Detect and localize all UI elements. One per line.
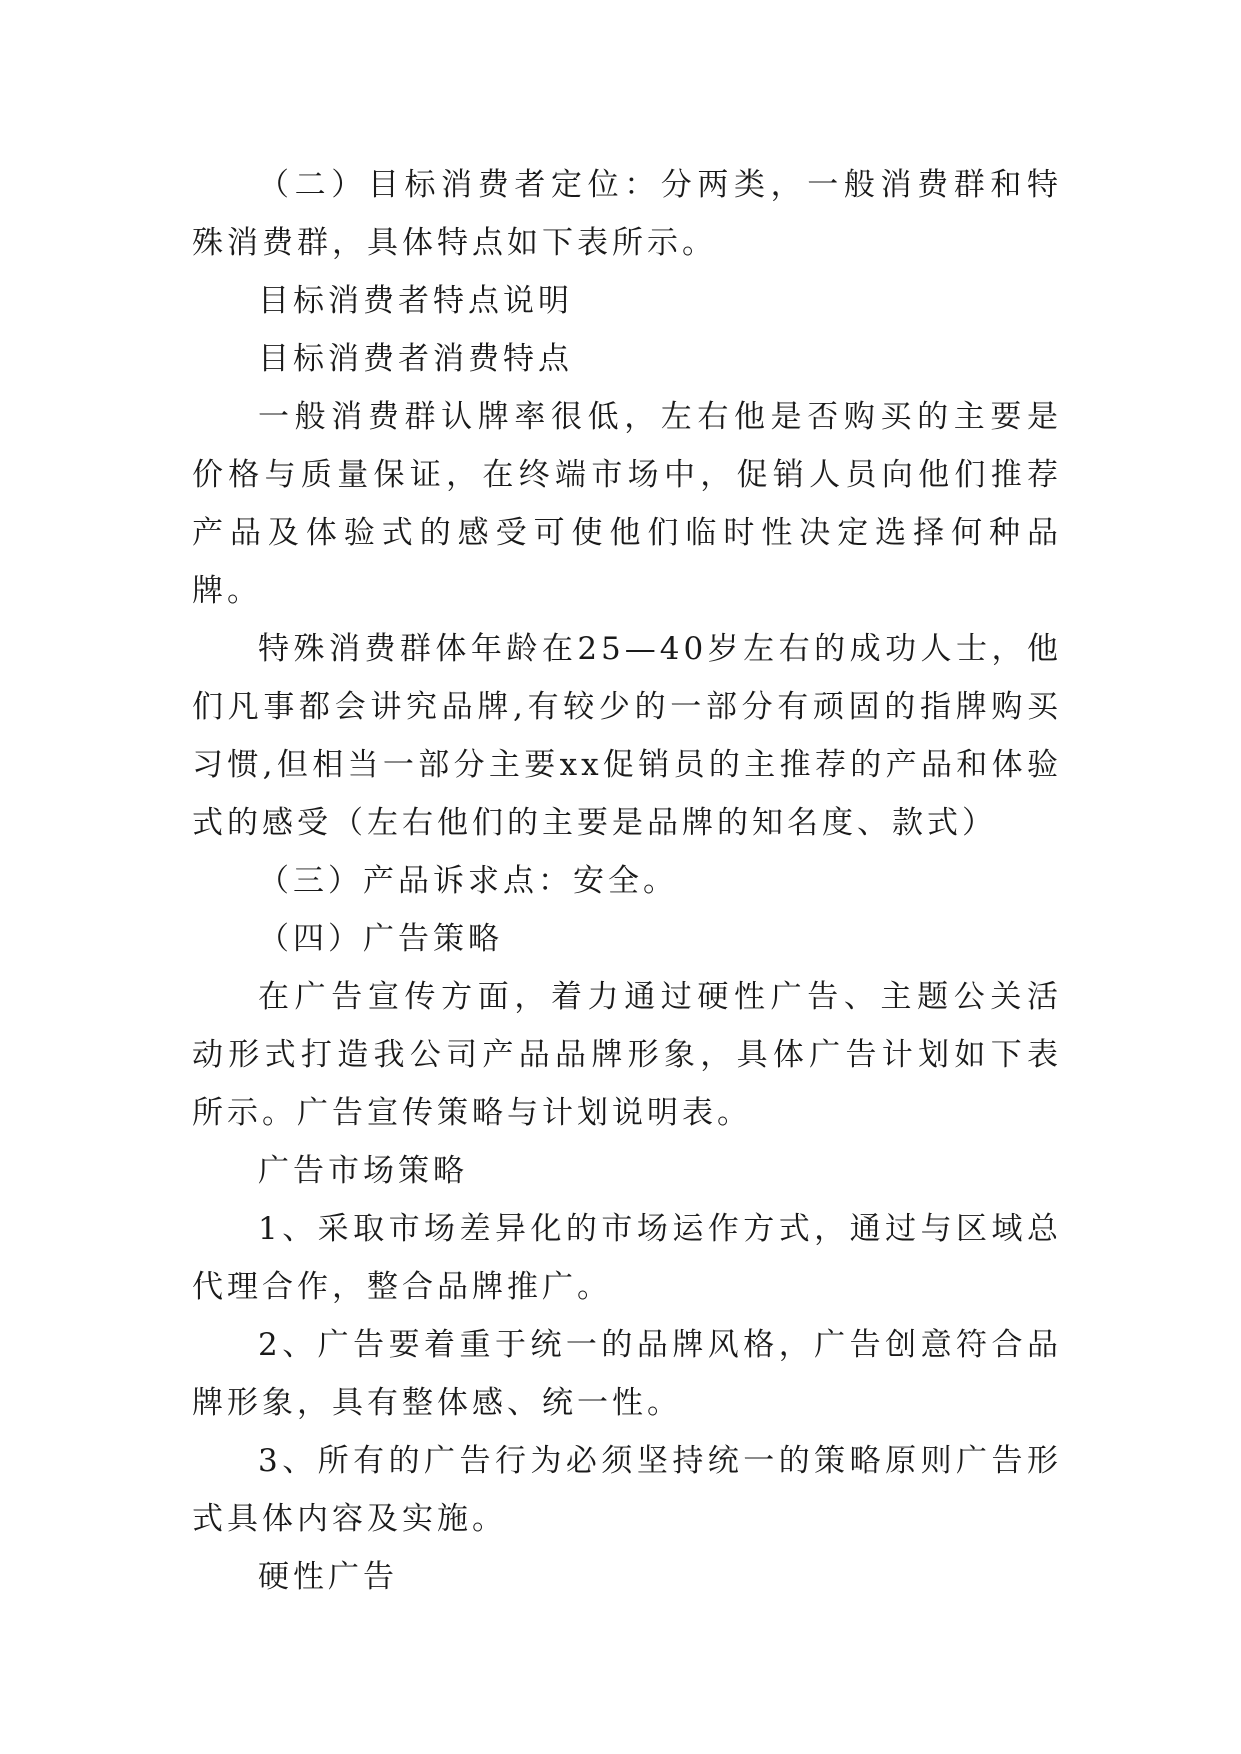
- paragraph-consumer-traits-heading: 目标消费者特点说明: [258, 283, 573, 319]
- paragraph-target-consumer-positioning: （二）目标消费者定位：分两类，一般消费群和特殊消费群，具体特点如下表所示。: [192, 167, 1062, 261]
- paragraph-ad-market-strategy-heading: 广告市场策略: [258, 1153, 468, 1189]
- paragraph-hard-ad-heading: 硬性广告: [258, 1559, 398, 1595]
- document-body: [192, 156, 1062, 1606]
- paragraph-general-consumers: 一般消费群认牌率很低，左右他是否购买的主要是价格与质量保证，在终端市场中，促销人员向他们推荐产品及体验式的感受可使他们临时性决定选择何种品牌。: [192, 399, 1062, 609]
- paragraph-strategy-item-3: 3、所有的广告行为必须坚持统一的策略原则广告形式具体内容及实施。: [192, 1443, 1062, 1537]
- paragraph-strategy-item-2: 2、广告要着重于统一的品牌风格，广告创意符合品牌形象，具有整体感、统一性。: [192, 1327, 1062, 1421]
- paragraph-consumption-traits-heading: 目标消费者消费特点: [258, 341, 573, 377]
- paragraph-ad-strategy-heading: （四）广告策略: [258, 921, 503, 957]
- paragraph-special-consumers: 特殊消费群体年龄在25—40岁左右的成功人士，他们凡事都会讲究品牌,有较少的一部分有顽固的指牌购买习惯,但相当一部分主要xx促销员的主推荐的产品和体验式的感受（左右他们的主要是品牌的知名度、款式）: [192, 631, 1062, 841]
- paragraph-strategy-item-1: 1、采取市场差异化的市场运作方式，通过与区域总代理合作，整合品牌推广。: [192, 1211, 1062, 1305]
- paragraph-product-appeal: （三）产品诉求点：安全。: [258, 863, 678, 899]
- paragraph-ad-promotion: 在广告宣传方面，着力通过硬性广告、主题公关活动形式打造我公司产品品牌形象，具体广告计划如下表所示。广告宣传策略与计划说明表。: [192, 979, 1062, 1131]
